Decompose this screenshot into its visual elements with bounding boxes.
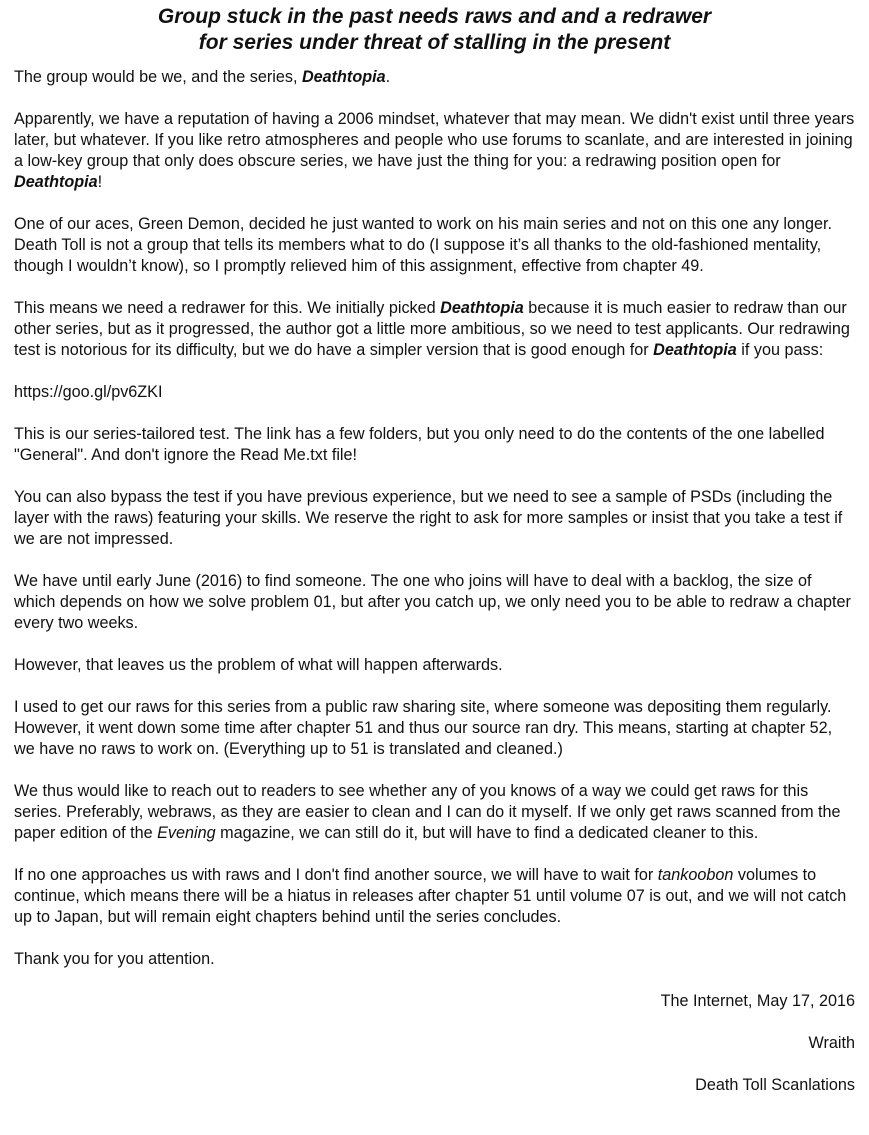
paragraph-intro: The group would be we, and the series, Deathtopia. [14, 68, 391, 86]
paragraph-raws-source: I used to get our raws for this series from a public raw sharing site, where someone was depositing them regularly. However, it went down some time after chapter 51 and thus our source ran dry. This means, starting at chapter 52, we have no raws to work on. (Everything up to 51 is translated and cleaned.) [14, 698, 833, 758]
test-link[interactable]: https://goo.gl/pv6ZKI [14, 383, 163, 401]
signature-place-date: The Internet, May 17, 2016 [660, 992, 855, 1010]
paragraph-reach-out: We thus would like to reach out to readers to see whether any of you knows of a way we could get raws for this series. Preferably, webraws, as they are easier to clean and I can do it myself. If we only get raws scanned from the paper edition of the Evening magazine, we can still do it, but will have to find a dedicated cleaner to this. [14, 782, 841, 842]
paragraph-bypass: You can also bypass the test if you have previous experience, but we need to see a sample of PSDs (including the layer with the raws) featuring your skills. We reserve the right to ask for more samples or insist that you take a test if we are not impressed. [14, 488, 843, 548]
series-name: Deathtopia [653, 341, 737, 359]
paragraph-test-info: This is our series-tailored test. The link has a few folders, but you only need to do the contents of the one labelled "General". And don't ignore the Read Me.txt file! [14, 425, 825, 464]
series-name: Deathtopia [14, 173, 98, 191]
paragraph-reputation: Apparently, we have a reputation of having a 2006 mindset, whatever that may mean. We didn't exist until three years later, but whatever. If you like retro atmospheres and people who use forums to scanlate, and are interested in joining a low-key group that only does obscure series, we have just the thing for you: a redrawing position open for Deathtopia! [14, 110, 855, 191]
paragraph-deadline: We have until early June (2016) to find someone. The one who joins will have to deal with a backlog, the size of which depends on how we solve problem 01, but after you catch up, we only need you to be able to redraw a chapter every two weeks. [14, 572, 851, 632]
paragraph-thanks: Thank you for you attention. [14, 950, 215, 968]
signature-group: Death Toll Scanlations [695, 1076, 855, 1094]
term-tankoobon: tankoobon [657, 866, 734, 884]
series-name: Deathtopia [440, 299, 524, 317]
paragraph-aces: One of our aces, Green Demon, decided he just wanted to work on his main series and not on this one any longer. Death Toll is not a group that tells its members what to do (I suppose it’s all thanks to the old-fashioned mentality, though I wouldn’t know), so I promptly relieved him of this assignment, effective from chapter 49. [14, 215, 832, 275]
paragraph-hiatus: If no one approaches us with raws and I don't find another source, we will have to wait for tankoobon volumes to continue, which means there will be a hiatus in releases after chapter 51 until volume 07 is out, and we will not catch up to Japan, but will remain eight chapters behind until the series concludes. [14, 866, 847, 926]
series-name: Deathtopia [301, 68, 386, 86]
magazine-name: Evening [157, 824, 216, 842]
title-line-2: for series under threat of stalling in the present [198, 31, 671, 54]
signature-author: Wraith [808, 1034, 855, 1052]
paragraph-redrawer-need: This means we need a redrawer for this. We initially picked Deathtopia because it is much easier to redraw than our other series, but as it progressed, the author got a little more ambitious, so we need to test applicants. Our redrawing test is notorious for its difficulty, but we do have a simpler version that is good enough for Deathtopia if you pass: [14, 299, 850, 359]
paragraph-problem: However, that leaves us the problem of what will happen afterwards. [14, 656, 503, 674]
title-line-1: Group stuck in the past needs raws and and a redrawer [157, 5, 712, 28]
document-title [14, 4, 855, 56]
